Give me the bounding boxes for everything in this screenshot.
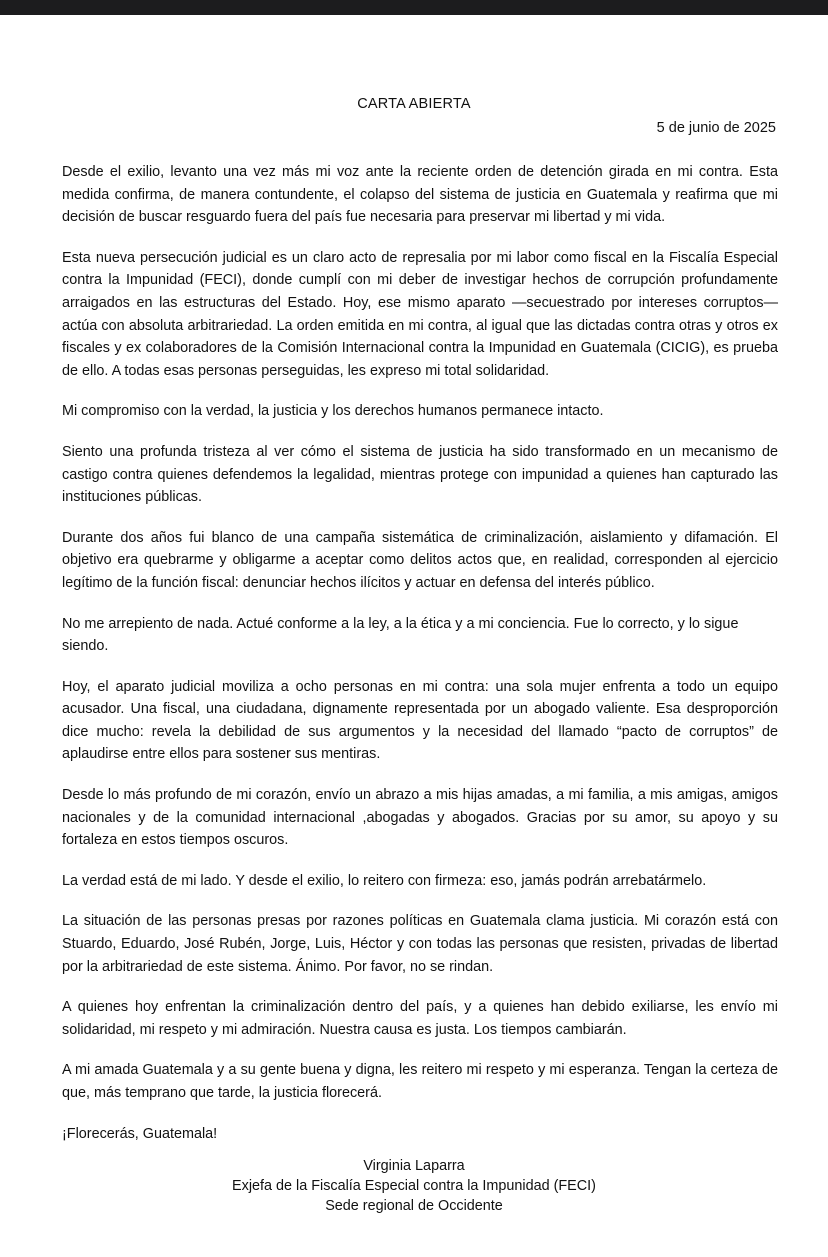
paragraph: Mi compromiso con la verdad, la justicia y los derechos humanos permanece intacto. [62,403,604,420]
letter-date: 5 de junio de 2025 [656,120,776,136]
signature-position: Exjefa de la Fiscalía Especial contra la Impunidad (FECI) [232,1178,596,1194]
paragraph: La verdad está de mi lado. Y desde el exilio, lo reitero con firmeza: eso, jamás podrán arrebatármelo. [62,872,707,889]
paragraph: Desde el exilio, levanto una vez más mi voz ante la reciente orden de detención girada en mi contra. Esta medida confirma, de manera contundente, el colapso del sistema de justicia en Guatemala y reafirma que mi decisión de buscar resguardo fuera del país fue necesaria para preservar mi libertad y mi vida. [62,164,778,226]
paragraph: Esta nueva persecución judicial es un claro acto de represalia por mi labor como fiscal en la Fiscalía Especial contra la Impunidad (FECI), donde cumplí con mi deber de investigar hechos de corrupción profundamente arraigados en las estructuras del Estado. Hoy, ese mismo aparato —secuestrado por intereses corruptos— actúa con absoluta arbitrariedad. La orden emitida en mi contra, al igual que las dictadas contra otras y otros ex fiscales y ex colaboradores de la Comisión Internacional contra la Impunidad en Guatemala (CICIG), es prueba de ello. A todas esas personas perseguidas, les expreso mi total solidaridad. [62,249,778,379]
signature-name: Virginia Laparra [363,1158,465,1174]
paragraph: Siento una profunda tristeza al ver cómo el sistema de justicia ha sido transformado en un mecanismo de castigo contra quienes defendemos la legalidad, mientras protege con impunidad a quienes han capturado las instituciones públicas. [62,443,778,506]
paragraph: La situación de las personas presas por razones políticas en Guatemala clama justicia. Mi corazón está con Stuardo, Eduardo, José Rubén, Jorge, Luis, Héctor y con todas las personas que resisten, privadas de libertad por la arbitrariedad de este sistema. Ánimo. Por favor, no se rindan. [62,913,778,975]
letter-body [62,161,778,1163]
signature-block [0,1156,828,1216]
letter-page [0,15,828,1257]
closing-exclamation: ¡Florecerás, Guatemala! [62,1125,218,1142]
paragraph: Desde lo más profundo de mi corazón, envío un abrazo a mis hijas amadas, a mi familia, a mis amigas, amigos nacionales y de la comunidad internacional ,abogadas y abogados. Gracias por su amor, su apoyo y su fortaleza en estos tiempos oscuros. [62,787,778,849]
letter-title: CARTA ABIERTA [357,96,471,112]
paragraph: A mi amada Guatemala y a su gente buena y digna, les reitero mi respeto y mi esperanza. Tengan la certeza de que, más temprano que tarde, la justicia florecerá. [62,1062,778,1101]
paragraph: A quienes hoy enfrentan la criminalización dentro del país, y a quienes han debido exiliarse, les envío mi solidaridad, mi respeto y mi admiración. Nuestra causa es justa. Los tiempos cambiarán. [62,999,778,1038]
signature-office: Sede regional de Occidente [325,1198,503,1214]
paragraph: No me arrepiento de nada. Actué conforme a la ley, a la ética y a mi conciencia. Fue lo correcto, y lo sigue siendo. [62,615,739,655]
paragraph: Durante dos años fui blanco de una campaña sistemática de criminalización, aislamiento y difamación. El objetivo era quebrarme y obligarme a aceptar como delitos actos que, en realidad, corresponden al ejercicio legítimo de la función fiscal: denunciar hechos ilícitos y actuar en defensa del interés público. [62,529,778,591]
top-status-bar [0,0,828,15]
paragraph: Hoy, el aparato judicial moviliza a ocho personas en mi contra: una sola mujer enfrenta a todo un equipo acusador. Una fiscal, una ciudadana, dignamente representada por un abogado valiente. Esa desproporción dice mucho: revela la debilidad de sus argumentos y la necesidad del llamado “pacto de corruptos” de aplaudirse entre ellos para sostener sus mentiras. [62,678,778,763]
